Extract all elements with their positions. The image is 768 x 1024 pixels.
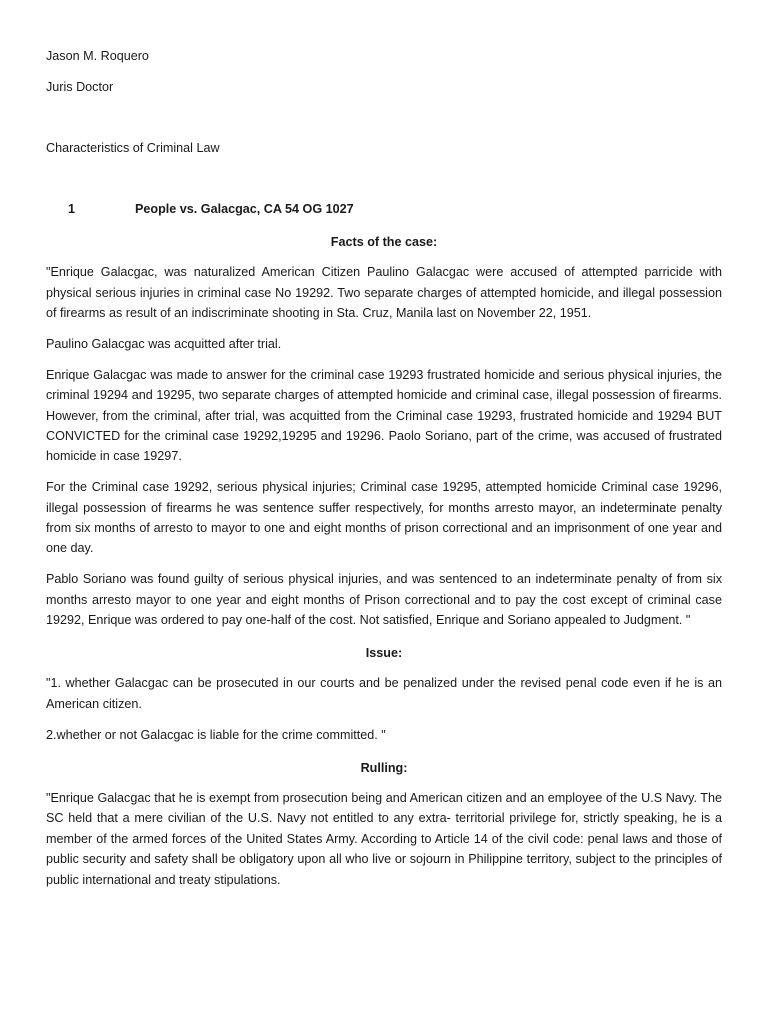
issue-paragraph: "1. whether Galacgac can be prosecuted in our courts and be penalized under the revised penal code even if he is an American citizen.: [46, 676, 722, 711]
facts-paragraph: Paulino Galacgac was acquitted after trial.: [46, 337, 282, 352]
case-title: People vs. Galacgac, CA 54 OG 1027: [135, 202, 354, 216]
issue-paragraph: 2.whether or not Galacgac is liable for the crime committed. ": [46, 727, 386, 742]
facts-paragraph: For the Criminal case 19292, serious physical injuries; Criminal case 19295, attempted homicide Criminal case 19296, illegal possession of firearms he was sentence suffer respectively, for months arresto mayor, an indeterminate penalty from six months of arresto to mayor to one and eight months of prison correctional and an imprisonment of one year and one day.: [46, 480, 722, 556]
facts-heading: Facts of the case:: [330, 235, 438, 249]
ruling-paragraph: "Enrique Galacgac that he is exempt from prosecution being and American citizen and an employee of the U.S Navy. The SC held that a mere civilian of the U.S. Navy not entitled to any extra- territorial privilege for, strictly speaking, he is a member of the armed forces of the United States Army. According to Article 14 of the civil code: penal laws and those of public security and safety shall be obligatory upon all who live or sojourn in Philippine territory, subject to the principles of public international and treaty stipulations.: [46, 791, 722, 887]
author-degree: Juris Doctor: [46, 80, 114, 94]
facts-paragraph: "Enrique Galacgac, was naturalized American Citizen Paulino Galacgac were accused of attempted parricide with physical serious injuries in criminal case No 19292. Two separate charges of attempted homicide, and illegal possession of firearms as result of an indiscriminate shooting in Sta. Cruz, Manila last on November 22, 1951.: [46, 265, 722, 321]
case-heading: [46, 199, 722, 219]
issue-heading: Issue:: [365, 646, 403, 661]
case-number: 1: [68, 202, 76, 216]
subject-title: Characteristics of Criminal Law: [46, 141, 220, 155]
ruling-heading: Rulling:: [360, 760, 408, 775]
author-name: Jason M. Roquero: [46, 49, 149, 63]
facts-paragraph: Enrique Galacgac was made to answer for the criminal case 19293 frustrated homicide and serious physical injuries, the criminal 19294 and 19295, two separate charges of attempted homicide and criminal case, illegal possession of firearms. However, from the criminal, after trial, was acquitted from the Criminal case 19293, frustrated homicide and 19294 BUT CONVICTED for the criminal case 19292,19295 and 19296. Paolo Soriano, part of the crime, was accused of frustrated homicide in case 19297.: [46, 367, 722, 464]
facts-paragraph: Pablo Soriano was found guilty of serious physical injuries, and was sentenced to an indeterminate penalty of from six months arresto mayor to one year and eight months of Prison correctional and to pay the cost except of criminal case 19292, Enrique was ordered to pay one-half of the cost. Not satisfied, Enrique and Soriano appealed to Judgment. ": [46, 572, 722, 628]
